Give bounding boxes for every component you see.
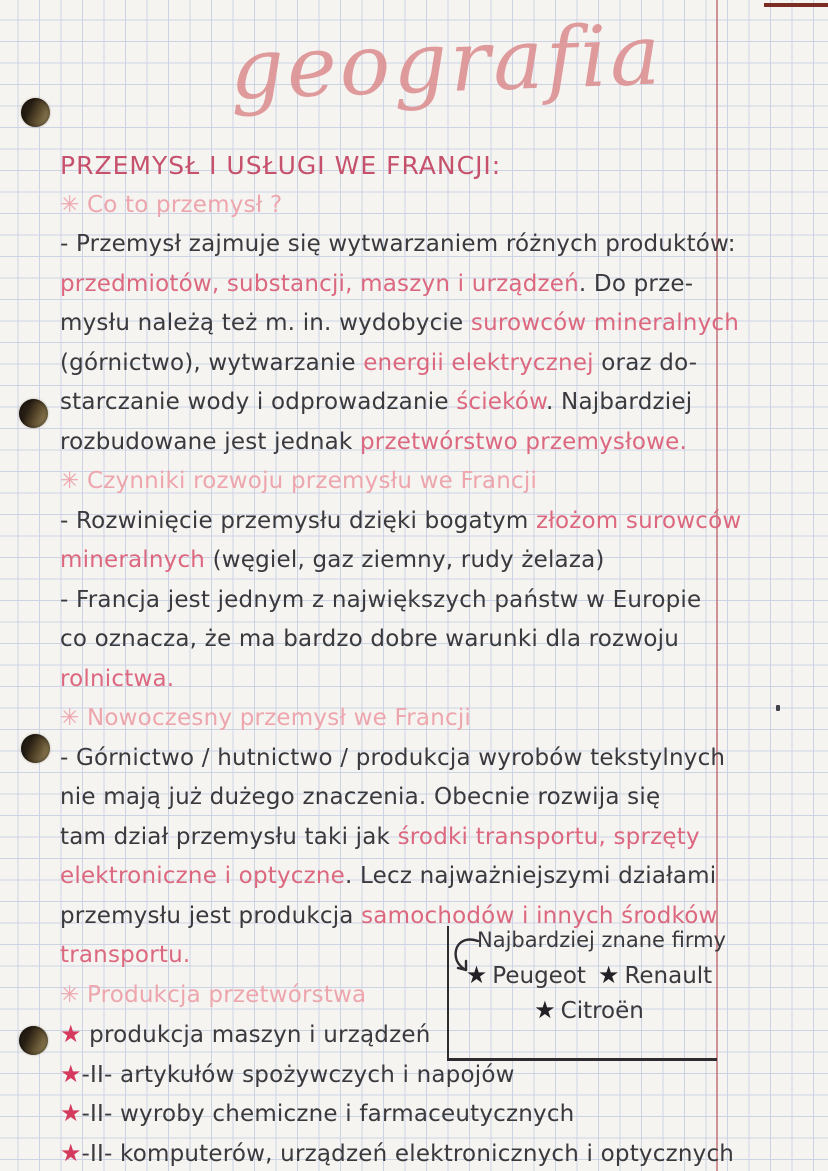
text-segment: transportu.	[60, 942, 191, 968]
brands-box	[447, 926, 726, 1061]
star-icon: ★	[60, 1020, 90, 1048]
text-segment: . Lecz najważniejszymi działami	[345, 863, 717, 889]
brands-box-row	[449, 958, 717, 993]
brands-box-row	[449, 993, 717, 1028]
text-segment: tam dział przemysłu taki jak	[60, 823, 398, 850]
note-line	[60, 818, 824, 858]
punch-hole	[19, 399, 48, 428]
note-line	[60, 739, 824, 779]
text-segment: . Najbardziej	[546, 389, 693, 415]
text-segment: - Francja jest jednym z największych państw w Europie	[60, 586, 702, 613]
note-line	[60, 699, 824, 739]
note-line	[60, 186, 824, 226]
text-segment: mineralnych	[60, 547, 213, 573]
punch-hole	[21, 734, 50, 763]
text-segment: nie mają już dużego znaczenia. Obecnie rozwija się	[60, 784, 661, 810]
star-icon: ★	[465, 961, 488, 989]
note-line	[60, 383, 824, 423]
note-line	[60, 1094, 824, 1134]
brands-box-rows	[449, 958, 717, 1028]
curved-arrow-icon	[449, 934, 483, 978]
text-segment: samochodów i innych środków	[361, 902, 718, 929]
note-line	[60, 620, 824, 660]
text-segment: co oznacza, że ma bardzo dobre warunki dla rozwoju	[60, 626, 679, 652]
star-icon: ★	[534, 996, 556, 1024]
star-icon: ★	[60, 1099, 82, 1127]
star-icon: ★	[60, 1059, 82, 1088]
text-segment: (węgiel, gaz ziemny, rudy żelaza)	[212, 547, 605, 573]
text-segment: . Do prze-	[578, 270, 694, 297]
note-line	[60, 857, 824, 897]
text-segment: elektroniczne i optyczne	[60, 863, 346, 889]
brands-box-title: Najbardziej znane firmy	[477, 928, 726, 952]
brand-name: Peugeot	[492, 963, 586, 989]
text-segment: rolnictwa.	[60, 665, 175, 692]
asterisk-icon: ✳	[60, 705, 87, 731]
note-line	[60, 304, 824, 344]
page-title: geografia	[228, 5, 665, 119]
text-segment: starczanie wody i odprowadzanie	[60, 389, 457, 415]
punch-hole	[21, 98, 50, 127]
text-segment: (górnictwo), wytwarzanie	[60, 349, 364, 376]
note-line	[60, 146, 824, 186]
note-line	[60, 225, 824, 265]
note-line	[60, 265, 824, 305]
text-segment: środki transportu, sprzęty	[397, 823, 700, 850]
text-segment: PRZEMYSŁ I USŁUGI WE FRANCJI:	[60, 151, 502, 180]
asterisk-icon: ✳	[60, 468, 87, 494]
note-line	[60, 1134, 824, 1171]
asterisk-icon: ✳	[60, 191, 87, 218]
asterisk-icon: ✳	[60, 981, 87, 1008]
text-segment: produkcja maszyn i urządzeń	[89, 1022, 431, 1048]
text-segment: przemysłu jest produkcja	[60, 902, 362, 929]
note-line	[60, 344, 824, 384]
note-line	[60, 660, 824, 700]
text-segment: Produkcja przetwórstwa	[86, 981, 367, 1008]
star-icon: ★	[60, 1138, 82, 1167]
text-segment: Czynniki rozwoju przemysłu we Francji	[86, 468, 538, 494]
text-segment: przedmiotów, substancji, maszyn i urządzeń	[60, 270, 579, 297]
brand-name: Citroën	[560, 998, 644, 1024]
text-segment: przetwórstwo przemysłowe.	[359, 428, 687, 455]
page-edge-mark	[764, 3, 828, 7]
note-line	[60, 778, 824, 818]
star-icon: ★	[597, 961, 620, 989]
note-line	[60, 541, 824, 581]
brand-name: Renault	[624, 963, 713, 989]
text-segment: - Rozwinięcie przemysłu dzięki bogatym	[60, 507, 536, 534]
text-segment: -II- wyroby chemiczne i farmaceutycznych	[81, 1101, 575, 1127]
text-segment: złożom surowców	[535, 507, 742, 534]
text-segment: Nowoczesny przemysł we Francji	[86, 705, 472, 731]
text-segment: Co to przemysł ?	[86, 191, 283, 218]
text-segment: - Przemysł zajmuje się wytwarzaniem różnych produktów:	[60, 231, 736, 257]
note-line	[60, 502, 824, 542]
text-segment: ścieków	[456, 389, 547, 415]
text-segment: oraz do-	[593, 349, 698, 376]
text-segment: -II- artykułów spożywczych i napojów	[81, 1061, 515, 1088]
note-line	[60, 462, 824, 502]
text-segment: -II- komputerów, urządzeń elektronicznych i optycznych	[81, 1140, 735, 1167]
text-segment: surowców mineralnych	[470, 310, 739, 336]
note-line	[60, 423, 824, 463]
text-segment: mysłu należą też m. in. wydobycie	[60, 310, 471, 336]
text-segment: energii elektrycznej	[363, 349, 594, 376]
note-line	[60, 581, 824, 621]
text-segment: - Górnictwo / hutnictwo / produkcja wyrobów tekstylnych	[60, 744, 726, 771]
text-segment: rozbudowane jest jednak	[60, 428, 360, 455]
punch-hole	[19, 1026, 48, 1055]
